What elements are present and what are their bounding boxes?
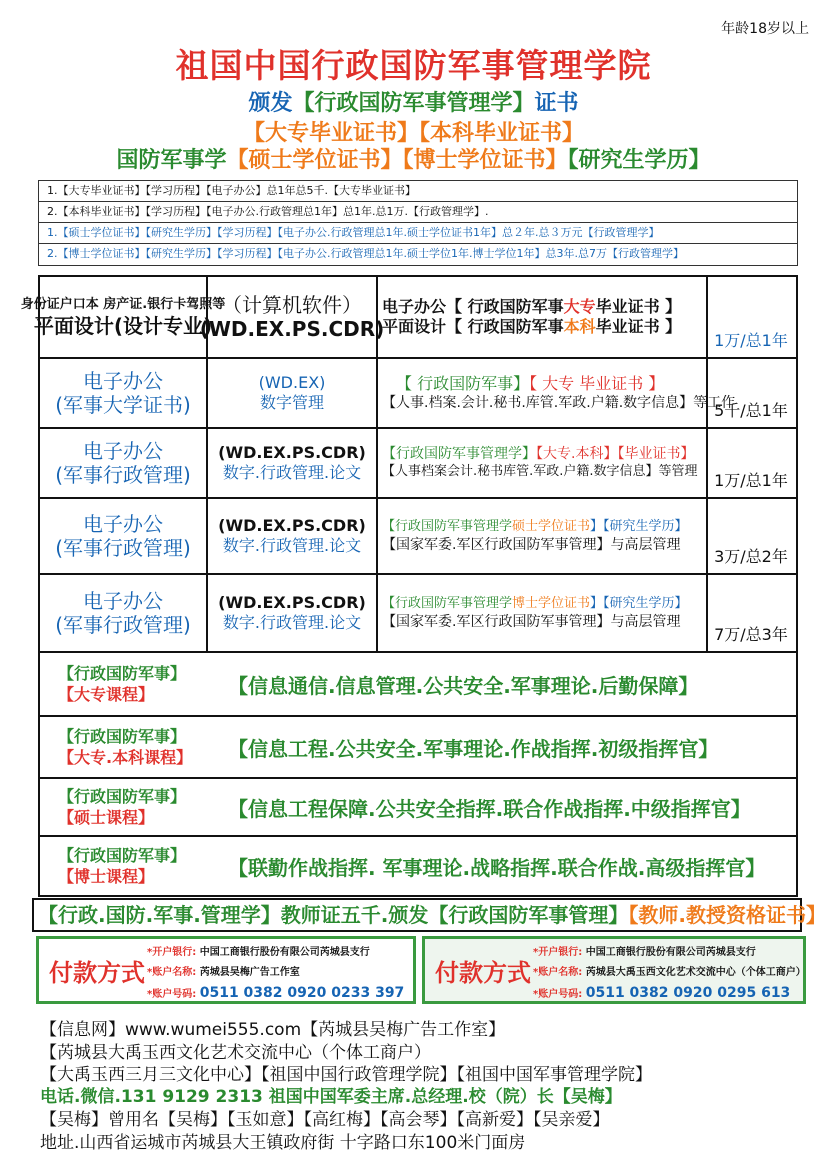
payment-details: *开户银行: 中国工商银行股份有限公司芮城县支行 *账户名称: 芮城县吴梅广告工作室 *账户号码: 0511 0382 0920 0233 397 <box>147 947 405 1001</box>
course-level: 【行政国防军事】 【博士课程】 <box>58 846 187 886</box>
course-level: 【行政国防军事】 【硕士课程】 <box>58 787 187 827</box>
program-category-a: 电子办公 <box>83 439 163 463</box>
program-software-b: (WD.EX.PS.CDR) <box>199 317 385 341</box>
program-category-b: (军事行政管理) <box>55 536 191 560</box>
subtitle-diplomas: 【大专毕业证书】【本科毕业证书】 <box>242 121 584 146</box>
program-price: 1万/总1年 <box>714 331 788 350</box>
program-certificate-line1: 【 行政国防军事】【 大专 毕业证书 】 <box>396 374 665 393</box>
info-website: 【信息网】www.wumei555.com【芮城县吴梅广告工作室】 <box>40 1020 506 1040</box>
program-software-b: 数字管理 <box>259 393 324 412</box>
program-category-b: (军事行政管理) <box>55 463 191 487</box>
program-category-cell <box>40 575 208 651</box>
program-software-cell <box>208 429 378 497</box>
subtitle-degrees-a: 国防军事学 <box>116 148 227 173</box>
info-center: 【芮城县大禹玉西文化艺术交流中心（个体工商户） <box>40 1043 431 1063</box>
program-table <box>20 275 798 897</box>
course-content: 【联勤作战指挥. 军事理论.战略指挥.联合作战.高级指挥官】 <box>228 855 766 880</box>
payment-title: 付款方式 <box>49 959 145 987</box>
program-software-cell <box>199 277 385 357</box>
payment-box-1 <box>36 936 416 1004</box>
required-documents: 身份证户口本 房产证.银行卡驾照等 <box>20 297 226 312</box>
fee-summary-row: 2.【博士学位证书】【研究生学历】【学习历程】【电子办公.行政管理总1年.硕士学位1年.博士学位1年】总3年.总7万【行政管理学】 <box>47 247 684 260</box>
teacher-certificate-banner <box>32 898 826 932</box>
info-contact-phone: 电话.微信.131 9129 2313 祖国中国军委主席.总经理.校（院）长【吴梅】 <box>40 1087 622 1107</box>
page-title: 祖国中国行政国防军事管理学院 <box>175 46 652 85</box>
subtitle-degrees <box>0 143 827 174</box>
program-row <box>20 277 796 359</box>
course-row <box>40 837 796 895</box>
course-content: 【信息通信.信息管理.公共安全.军事理论.后勤保障】 <box>228 673 699 698</box>
program-software-b: 数字.行政管理.论文 <box>222 463 362 482</box>
program-category-cell <box>40 429 208 497</box>
program-category-a: 电子办公 <box>83 589 163 613</box>
program-software-cell <box>208 499 378 573</box>
program-certificate-cell <box>378 575 708 651</box>
age-requirement-note: 年龄18岁以上 <box>721 21 809 37</box>
program-software-cell <box>208 575 378 651</box>
program-certificate-line1: 【行政国防军事管理学】【大专.本科】【毕业证书】 <box>382 446 695 462</box>
program-software-a: (WD.EX.PS.CDR) <box>218 593 366 612</box>
account-number: 0511 0382 0920 0295 613 <box>585 985 791 1001</box>
fee-summary-row: 1.【大专毕业证书】【学习历程】【电子办公】总1年总5千.【大专毕业证书】 <box>39 181 797 202</box>
subtitle-main: 【行政国防军事管理学】 <box>292 91 535 116</box>
program-row <box>40 575 796 653</box>
program-category-b: (军事大学证书) <box>55 393 191 417</box>
subtitle-degrees-c: 【博士学位证书】 <box>402 148 568 173</box>
info-address: 地址.山西省运城市芮城县大王镇政府街 十字路口东100米门面房 <box>40 1133 526 1153</box>
program-software-a: (WD.EX.PS.CDR) <box>218 443 366 462</box>
program-certificate-line1: 【行政国防军事管理学博士学位证书】【研究生学历】 <box>382 596 688 611</box>
program-software-a: （计算机软件） <box>222 293 362 317</box>
program-certificate-line2: 【国家军委.军区行政国防军事管理】与高层管理 <box>382 537 681 553</box>
course-level: 【行政国防军事】 【大专课程】 <box>58 664 187 704</box>
program-certificate-line2: 【人事档案会计.秘书库管.军政.户籍.数字信息】等管理 <box>382 464 698 479</box>
program-software-a: (WD.EX.PS.CDR) <box>218 516 366 535</box>
teacher-certificate-text: 【行政.国防.军事.管理学】教师证五千.颁发【行政国防军事管理】 <box>38 903 629 927</box>
subtitle-suffix: 证书 <box>534 91 579 116</box>
program-category-cell <box>40 499 208 573</box>
subtitle-degrees-d: 【研究生学历】 <box>567 148 711 173</box>
teacher-certificate-highlight: 【教师.教授资格证书】 <box>628 903 826 927</box>
program-category-b: (军事行政管理) <box>55 613 191 637</box>
program-row <box>40 359 796 429</box>
program-category-cell <box>20 277 226 357</box>
program-certificate-cell <box>378 429 708 497</box>
course-content: 【信息工程.公共安全.军事理论.作战指挥.初级指挥官】 <box>228 736 719 761</box>
fee-summary-row: 1.【硕士学位证书】【研究生学历】【学习历程】【电子办公.行政管理总1年.硕士学位证书1年】总２年.总３万元【行政管理学】 <box>39 223 797 244</box>
program-software-b: 数字.行政管理.论文 <box>222 536 362 555</box>
program-certificate-line2: 【人事.档案.会计.秘书.库管.军政.户籍.数字信息】等工作 <box>382 395 736 411</box>
program-certificate-cell <box>378 277 708 357</box>
program-software-cell <box>208 359 378 427</box>
course-content: 【信息工程保障.公共安全指挥.联合作战指挥.中级指挥官】 <box>228 796 751 821</box>
program-certificate-cell <box>378 359 736 427</box>
program-certificate-line2: 【国家军委.军区行政国防军事管理】与高层管理 <box>382 614 681 630</box>
account-number: 0511 0382 0920 0233 397 <box>199 985 405 1001</box>
program-certificate-line2: 平面设计【 行政国防军事本科毕业证书 】 <box>382 317 682 336</box>
program-software-b: 数字.行政管理.论文 <box>222 613 362 632</box>
course-level: 【行政国防军事】 【大专.本科课程】 <box>58 727 193 767</box>
program-category-a: 电子办公 <box>83 512 163 536</box>
fee-summary-row: 2.【本科毕业证书】【学习历程】【电子办公.行政管理总1年】总1年.总1万.【行政管理学】. <box>39 202 797 223</box>
program-price: 1万/总1年 <box>714 471 788 490</box>
program-category: 平面设计(设计专业) <box>33 314 213 338</box>
info-aliases: 【吴梅】曾用名【吴梅】【玉如意】【高红梅】【高会琴】【高新爱】【吴亲爱】 <box>40 1110 610 1130</box>
program-row <box>40 499 796 575</box>
program-certificate-line1: 电子办公【 行政国防军事大专毕业证书 】 <box>382 297 682 316</box>
program-certificate-cell <box>378 499 708 573</box>
program-price: 3万/总2年 <box>714 547 788 566</box>
payment-box-2 <box>422 936 806 1004</box>
program-category-cell <box>40 359 208 427</box>
program-category-a: 电子办公 <box>83 369 163 393</box>
course-row <box>40 717 796 779</box>
program-row <box>40 429 796 499</box>
subtitle-degrees-b: 【硕士学位证书】 <box>226 148 403 173</box>
subtitle-prefix: 颁发 <box>248 91 293 116</box>
payment-details: *开户银行: 中国工商银行股份有限公司芮城县支行 *账户名称: 芮城县大禹玉西文化艺术交流中心（个体工商户） *账户号码: 0511 0382 0920 0295 613 <box>533 947 806 1001</box>
program-price: 5千/总1年 <box>714 401 788 420</box>
course-row <box>40 779 796 837</box>
program-price: 7万/总3年 <box>714 625 788 644</box>
payment-title: 付款方式 <box>435 959 531 987</box>
subtitle-certificate-issue <box>0 86 827 117</box>
info-institutions: 【大禹玉西三月三文化中心】【祖国中国行政管理学院】【祖国中国军事管理学院】 <box>40 1065 652 1085</box>
fee-summary-table <box>38 180 798 266</box>
course-row <box>40 653 796 717</box>
program-software-a: (WD.EX) <box>258 373 326 392</box>
program-certificate-line1: 【行政国防军事管理学硕士学位证书】【研究生学历】 <box>382 519 688 534</box>
